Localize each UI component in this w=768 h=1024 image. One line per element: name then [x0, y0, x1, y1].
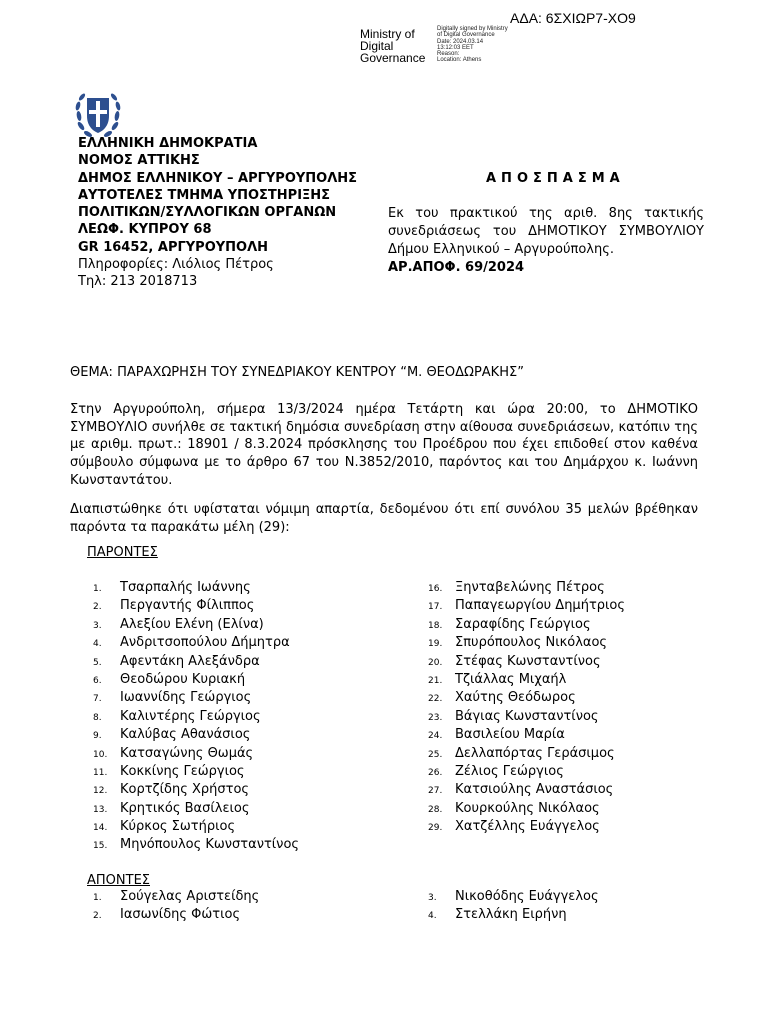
member-name: Κατσιούλης Αναστάσιος: [455, 782, 614, 798]
member-name: Ζέλιος Γεώργιος: [455, 763, 564, 779]
signature-detail-line: Location: Athens: [437, 57, 482, 64]
member-number: 3.: [93, 620, 102, 631]
member-name: Αλεξίου Ελένη (Ελίνα): [120, 616, 264, 632]
member-number: 2.: [93, 602, 102, 613]
member-name: Ιωαννίδης Γεώργιος: [120, 690, 252, 706]
member-list-item: [428, 800, 625, 818]
absent-section-title: ΑΠΟΝΤΕΣ: [87, 873, 150, 888]
issuer-header: [78, 135, 357, 291]
member-list-item: [93, 745, 299, 763]
member-name: Καλύβας Αθανάσιος: [120, 727, 251, 743]
member-number: 4.: [93, 639, 102, 650]
member-number: 7.: [93, 694, 102, 705]
member-number: 24.: [428, 731, 443, 742]
member-number: 10.: [93, 749, 108, 760]
member-name: Θεοδώρου Κυριακή: [120, 671, 246, 687]
member-name: Τζιάλλας Μιχαήλ: [455, 671, 567, 687]
member-number: 29.: [428, 823, 443, 834]
member-name: Κύρκος Σωτήριος: [120, 819, 236, 835]
signature-detail-line: 13:12:03 EET: [437, 44, 474, 51]
member-number: 27.: [428, 786, 443, 797]
member-name: Καλιντέρης Γεώργιος: [120, 708, 261, 724]
signature-ministry-line: Governance: [360, 51, 426, 65]
member-list-item: [428, 906, 599, 924]
member-name: Τσαρπαλής Ιωάννης: [120, 580, 251, 595]
member-name: Δελλαπόρτας Γεράσιμος: [455, 745, 615, 761]
header-line: ΕΛΛΗΝΙΚΗ ΔΗΜΟΚΡΑΤΙΑ: [78, 136, 258, 151]
member-list-item: [93, 597, 299, 615]
member-name: Χατζέλλης Ευάγγελος: [455, 819, 600, 835]
member-number: 12.: [93, 786, 108, 797]
member-list-item: [93, 800, 299, 818]
member-number: 5.: [93, 657, 102, 668]
body-paragraph: Στην Αργυρούπολη, σήμερα 13/3/2024 ημέρα Τετάρτη και ώρα 20:00, το ΔΗΜΟΤΙΚΟ ΣΥΜΒΟΥΛΙΟ συνήλθε σε τακτική δημόσια συνεδρίαση στην αίθουσα συνεδριάσεων, κατόπιν της με αριθμ. πρωτ.: 18901 / 8.3.2024 πρόσκλησης του Προέδρου που έχει επιδοθεί στον καθένα σύμβουλο σύμφωνα με το άρθρο 67 του Ν.3852/2010, παρόντος και του Δημάρχου κ. Ιωάννη Κωνσταντάτου.: [70, 402, 698, 488]
member-list-item: [93, 634, 299, 652]
member-list-item: [93, 836, 299, 854]
member-number: 1.: [93, 893, 102, 903]
member-name: Νικοθόδης Ευάγγελος: [455, 889, 599, 904]
member-list-item: [428, 597, 625, 615]
signature-ministry-line: Ministry of: [360, 27, 415, 41]
member-list-item: [428, 634, 625, 652]
member-list-item: [428, 726, 625, 744]
member-number: 15.: [93, 841, 108, 852]
member-list-item: [428, 781, 625, 799]
header-line: ΑΥΤΟΤΕΛΕΣ ΤΜΗΜΑ ΥΠΟΣΤΗΡΙΞΗΣ: [78, 187, 331, 203]
member-name: Περγαντής Φίλιππος: [120, 598, 255, 614]
member-number: 1.: [93, 584, 102, 594]
member-list-item: [428, 888, 599, 906]
excerpt-text: Εκ του πρακτικού της αριθ. 8ης τακτικής συνεδριάσεως του ΔΗΜΟΤΙΚΟΥ ΣΥΜΒΟΥΛΙΟΥ Δήμου Ελληνικού – Αργυρούπολης.: [388, 206, 704, 257]
member-number: 9.: [93, 731, 102, 742]
member-list-item: [93, 906, 259, 924]
member-list-item: [93, 671, 299, 689]
member-name: Αφεντάκη Αλεξάνδρα: [120, 653, 260, 669]
member-number: 23.: [428, 712, 443, 723]
member-list-item: [428, 708, 625, 726]
present-list-right: [428, 579, 625, 836]
member-name: Κορτζίδης Χρήστος: [120, 782, 250, 798]
member-number: 26.: [428, 767, 443, 778]
decision-number: ΑΡ.ΑΠΟΦ. 69/2024: [388, 260, 525, 275]
member-name: Σαραφίδης Γεώργιος: [455, 616, 591, 632]
member-name: Ιασωνίδης Φώτιος: [120, 906, 241, 922]
member-list-item: [428, 763, 625, 781]
member-number: 22.: [428, 694, 443, 705]
header-line: GR 16452, ΑΡΓΥΡΟΥΠΟΛΗ: [78, 239, 269, 255]
member-number: 19.: [428, 639, 443, 650]
header-line: ΔΗΜΟΣ ΕΛΛΗΝΙΚΟΥ – ΑΡΓΥΡΟΥΠΟΛΗΣ: [78, 170, 358, 186]
present-list-left: [93, 579, 299, 855]
member-list-item: [93, 708, 299, 726]
member-number: 4.: [428, 910, 437, 921]
signature-detail-line: Date: 2024.03.14: [437, 38, 484, 45]
absent-list-right: [428, 888, 599, 923]
member-number: 2.: [93, 910, 102, 921]
member-list-item: [93, 616, 299, 634]
member-list-item: [93, 579, 299, 597]
header-line: ΝΟΜΟΣ ΑΤΤΙΚΗΣ: [78, 153, 200, 169]
member-number: 21.: [428, 675, 443, 686]
ada-code: ΑΔΑ: 6ΣΧΙΩΡ7-ΧΟ9: [510, 10, 636, 26]
member-name: Μηνόπουλος Κωνσταντίνος: [120, 837, 300, 853]
member-number: 28.: [428, 804, 443, 815]
excerpt-block: [388, 205, 704, 277]
member-number: 20.: [428, 657, 443, 668]
member-list-item: [93, 888, 259, 906]
member-name: Σπυρόπουλος Νικόλαος: [455, 635, 608, 651]
member-number: 6.: [93, 675, 102, 686]
member-name: Ανδριτσοπούλου Δήμητρα: [120, 635, 290, 651]
member-number: 16.: [428, 584, 443, 594]
member-number: 3.: [428, 893, 437, 903]
document-type-heading: ΑΠΟΣΠΑΣΜΑ: [486, 171, 625, 186]
member-number: 8.: [93, 712, 102, 723]
member-list-item: [93, 689, 299, 707]
member-list-item: [93, 653, 299, 671]
member-list-item: [93, 781, 299, 799]
member-list-item: [428, 745, 625, 763]
member-number: 18.: [428, 620, 443, 631]
member-name: Κατσαγώνης Θωμάς: [120, 745, 254, 761]
member-name: Στέφας Κωνσταντίνος: [455, 653, 601, 669]
header-line: ΛΕΩΦ. ΚΥΠΡΟΥ 68: [78, 222, 212, 238]
member-name: Ξηνταβελώνης Πέτρος: [455, 580, 605, 595]
member-list-item: [93, 763, 299, 781]
member-number: 14.: [93, 823, 108, 834]
member-name: Βασιλείου Μαρία: [455, 727, 565, 743]
signature-detail-line: of Digital Governance: [437, 32, 495, 39]
member-number: 13.: [93, 804, 108, 815]
member-number: 25.: [428, 749, 443, 760]
member-name: Στελλάκη Ειρήνη: [455, 906, 567, 922]
member-list-item: [428, 616, 625, 634]
signature-ministry: [360, 28, 425, 64]
member-name: Κουρκούλης Νικόλαος: [455, 800, 600, 816]
member-list-item: [428, 653, 625, 671]
signature-ministry-line: Digital: [360, 39, 394, 53]
body-paragraph: Διαπιστώθηκε ότι υφίσταται νόμιμη απαρτία, δεδομένου ότι επί συνόλου 35 μελών βρέθηκαν παρόντα τα παρακάτω μέλη (29):: [70, 502, 698, 535]
member-list-item: [428, 671, 625, 689]
absent-list-left: [93, 888, 259, 923]
member-number: 11.: [93, 767, 108, 778]
present-section-title: ΠΑΡΟΝΤΕΣ: [87, 545, 158, 560]
member-list-item: [428, 579, 625, 597]
member-name: Παπαγεωργίου Δημήτριος: [455, 598, 626, 614]
member-name: Κρητικός Βασίλειος: [120, 800, 250, 816]
member-list-item: [428, 689, 625, 707]
member-name: Σούγελας Αριστείδης: [120, 889, 260, 904]
header-line: Πληροφορίες: Λιόλιος Πέτρος: [78, 257, 274, 273]
header-line: ΠΟΛΙΤΙΚΩΝ/ΣΥΛΛΟΓΙΚΩΝ ΟΡΓΑΝΩΝ: [78, 205, 337, 221]
header-line: Τηλ: 213 2018713: [78, 274, 198, 290]
member-name: Χαύτης Θεόδωρος: [455, 690, 576, 706]
member-name: Κοκκίνης Γεώργιος: [120, 763, 245, 779]
signature-details: [437, 26, 508, 64]
member-list-item: [93, 818, 299, 836]
member-name: Βάγιας Κωνσταντίνος: [455, 708, 599, 724]
member-number: 17.: [428, 602, 443, 613]
subject-line: ΘΕΜΑ: ΠΑΡΑΧΩΡΗΣΗ ΤΟΥ ΣΥΝΕΔΡΙΑΚΟΥ ΚΕΝΤΡΟΥ “Μ. ΘΕΟΔΩΡΑΚΗΣ”: [70, 365, 524, 380]
member-list-item: [93, 726, 299, 744]
coat-of-arms-icon: [70, 86, 126, 142]
member-list-item: [428, 818, 625, 836]
signature-detail-line: Digitally signed by Ministry: [437, 26, 508, 32]
signature-detail-line: Reason:: [437, 51, 460, 58]
